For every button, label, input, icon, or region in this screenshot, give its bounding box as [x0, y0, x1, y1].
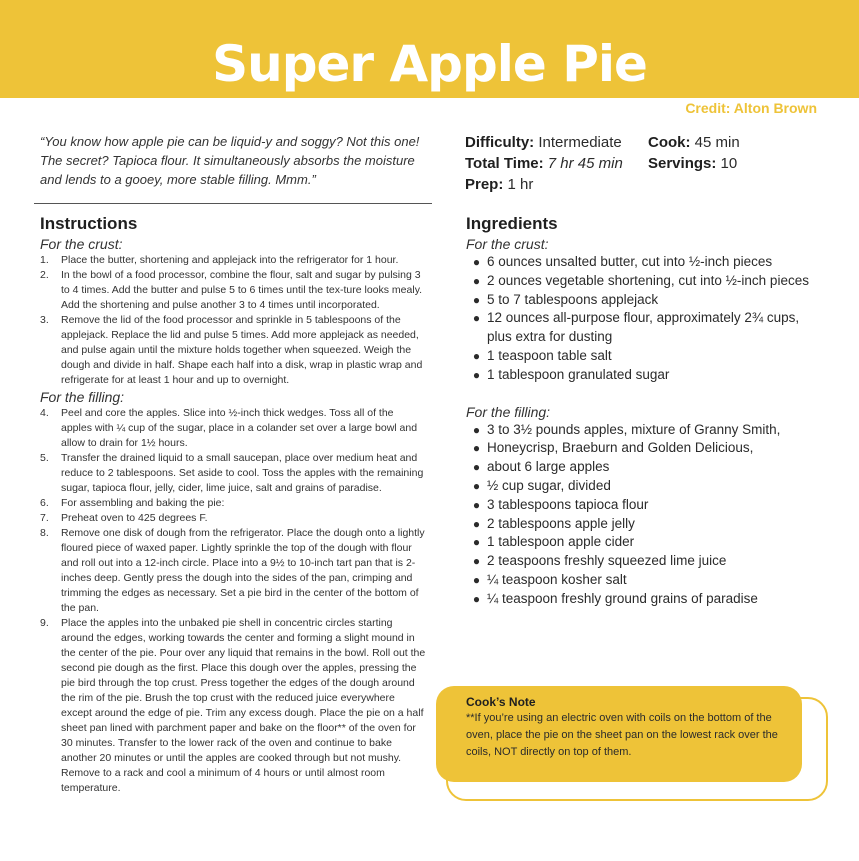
bullet-icon: ● [472, 441, 481, 456]
recipe-meta [465, 132, 825, 195]
list-item [466, 533, 826, 552]
ingredient-text: 1 tablespoon apple cider [487, 534, 635, 550]
page-title: Super Apple Pie [212, 35, 647, 93]
step-number: 3. [40, 314, 49, 326]
list-item [466, 552, 826, 571]
step-number: 2. [40, 269, 49, 281]
ingredient-text: 2 ounces vegetable shortening, cut into ½-inch pieces [487, 272, 809, 288]
bullet-icon: ● [472, 292, 481, 307]
bullet-icon: ● [472, 255, 481, 269]
step-item [40, 526, 426, 616]
step-item [40, 511, 426, 526]
step-number: 9. [40, 617, 49, 629]
ingredient-text: about 6 large apples [487, 459, 610, 475]
prep-value: 1 hr [507, 176, 534, 193]
divider [34, 203, 432, 204]
bullet-icon: ● [472, 516, 481, 531]
bullet-icon: ● [472, 554, 481, 569]
ingredient-text: Honeycrisp, Braeburn and Golden Delicious, [487, 440, 754, 456]
ingredient-text: ¼ teaspoon freshly ground grains of paradise [487, 590, 758, 606]
step-text: Remove the lid of the food processor and sprinkle in 5 tablespoons of the applejack. Replace the lid and pulse 5 times. Add more applejack as needed, and pulse again until the mixture holds together when squeezed. Weigh the dough and divide in half. Shape each half into a disk, wrap in plastic wrap and refrigerate for at least 1 hour and up to overnight. [61, 314, 423, 386]
filling-steps [40, 406, 426, 796]
cook-value: 45 min [694, 134, 740, 151]
list-item [466, 477, 826, 496]
bullet-icon: ● [472, 591, 481, 606]
bullet-icon: ● [472, 367, 481, 382]
list-item [466, 458, 826, 477]
ingredient-text: 1 teaspoon table salt [487, 347, 612, 363]
list-item [466, 496, 826, 515]
step-text: Preheat oven to 425 degrees F. [61, 512, 208, 524]
filling-subheading: For the filling: [40, 389, 125, 405]
bullet-icon: ● [472, 422, 481, 437]
step-item [40, 451, 426, 496]
step-text: Place the butter, shortening and applejack into the refrigerator for 1 hour. [61, 254, 399, 266]
step-number: 5. [40, 452, 49, 464]
bullet-icon: ● [472, 478, 481, 493]
step-item [40, 268, 426, 313]
step-item [40, 496, 426, 511]
ingredient-text: 6 ounces unsalted butter, cut into ½-inch pieces [487, 254, 773, 269]
ingredient-text: ½ cup sugar, divided [487, 477, 611, 493]
cook-label: Cook: [648, 134, 691, 151]
prep-label: Prep: [465, 176, 504, 193]
filling-ingredients-subheading: For the filling: [466, 403, 551, 420]
ingredient-text: 5 to 7 tablespoons applejack [487, 291, 659, 307]
step-item [40, 406, 426, 451]
difficulty-label: Difficulty: [465, 134, 535, 151]
bullet-icon: ● [472, 572, 481, 587]
ingredient-text: 3 tablespoons tapioca flour [487, 496, 649, 512]
crust-subheading: For the crust: [40, 236, 123, 252]
list-item [466, 590, 826, 609]
list-item [466, 421, 826, 440]
instructions-heading: Instructions [40, 214, 138, 233]
crust-ingredients-list [466, 253, 826, 385]
servings-value: 10 [720, 155, 738, 172]
step-item [40, 253, 426, 268]
bullet-icon: ● [472, 535, 481, 550]
list-item [466, 309, 826, 347]
bullet-icon: ● [472, 497, 481, 512]
step-text: For assembling and baking the pie: [61, 497, 225, 509]
ingredients-heading: Ingredients [466, 214, 558, 233]
step-text: Place the apples into the unbaked pie shell in concentric circles starting around the edges, working towards the center and forming a slight mound in the center of the pie. Pour over any liquid that remains in the bowl. Roll out the second pie dough as the first. Place this dough over the apples, pressing the pie bird through the top crust. Press together the edges of the dough around the rim of the pie. Brush the top crust with the reduced juice everywhere except around the edge of pie. Trim any excess dough. Place the pie on a half sheet pan lined with parchment paper and bake on the floor** of the oven for 30 minutes. Transfer to the lower rack of the oven and continue to bake another 20 minutes or until the apples are cooked through but not mushy. Remove to a rack and cool a minimum of 4 hours or until almost room temperature. [61, 617, 426, 794]
step-text: Transfer the drained liquid to a small saucepan, place over medium heat and reduce to 2 tablespoons. Set aside to cool. Toss the apples with the remaining sugar, tapioca flour, jelly, cider, lime juice, salt and grains of paradise. [61, 452, 424, 494]
step-number: 8. [40, 527, 49, 539]
ingredient-text: 3 to 3½ pounds apples, mixture of Granny Smith, [487, 421, 781, 437]
servings-label: Servings: [648, 155, 717, 172]
filling-ingredients-list [466, 421, 826, 609]
step-number: 1. [40, 254, 49, 266]
ingredient-text: 2 teaspoons freshly squeezed lime juice [487, 553, 727, 569]
step-number: 4. [40, 407, 49, 419]
step-text: Peel and core the apples. Slice into ½-inch thick wedges. Toss all of the apples with ¼ cup of the sugar, place in a colander set over a large bowl and allow to drain for 1½ hours. [61, 407, 418, 449]
intro-quote: “You know how apple pie can be liquid-y and soggy? Not this one! The secret? Tapioca flour. It simultaneously absorbs the moisture and lends to a gooey, more stable filling. Mmm.” [40, 134, 420, 187]
total-time-label: Total Time: [465, 155, 544, 172]
step-item [40, 313, 426, 388]
step-number: 6. [40, 497, 49, 509]
ingredient-text: 2 tablespoons apple jelly [487, 515, 635, 531]
list-item [466, 347, 826, 366]
crust-ingredients-subheading: For the crust: [466, 236, 549, 252]
ingredient-text: 1 tablespoon granulated sugar [487, 366, 670, 382]
ingredient-text: ¼ teaspoon kosher salt [487, 571, 627, 587]
bullet-icon: ● [472, 348, 481, 363]
list-item [466, 571, 826, 590]
bullet-icon: ● [472, 460, 481, 475]
list-item [466, 291, 826, 310]
total-time-value: 7 hr 45 min [547, 155, 623, 172]
cooks-note-box [436, 686, 802, 782]
step-text: In the bowl of a food processor, combine the flour, salt and sugar by pulsing 3 to 4 times. Add the butter and pulse 5 to 6 times until the tex-ture looks mealy. Add the shortening and pulse another 3 to 4 times until incorporated. [61, 269, 423, 311]
difficulty-value: Intermediate [538, 134, 622, 151]
cooks-note-title: Cook’s Note [466, 695, 536, 709]
crust-steps [40, 253, 426, 388]
cooks-note-text: **If you’re using an electric oven with coils on the bottom of the oven, place the pie on the sheet pan on the lowest rack over the coils, NOT directly on top of them. [466, 712, 778, 758]
bullet-icon: ● [472, 273, 481, 288]
ingredients-section [466, 213, 826, 609]
credit-line: Credit: Alton Brown [685, 100, 817, 116]
instructions-section [40, 213, 426, 796]
step-number: 7. [40, 512, 49, 524]
list-item [466, 366, 826, 385]
list-item [466, 253, 826, 272]
step-item [40, 616, 426, 796]
bullet-icon: ● [472, 311, 481, 326]
step-text: Remove one disk of dough from the refrigerator. Place the dough onto a lightly floured piece of waxed paper. Lightly sprinkle the top of the dough with flour and roll out into a 12-inch circle. Place into a 9½ to 10-inch tart pan that is 2-inches deep. Gently press the dough into the sides of the pan, crimping and trimming the edges as necessary. Set a pie bird in the center of the bottom of the pan. [61, 527, 425, 614]
list-item [466, 439, 826, 458]
ingredient-text: 12 ounces all-purpose flour, approximately 2¾ cups, plus extra for dusting [487, 310, 800, 345]
list-item [466, 272, 826, 291]
list-item [466, 515, 826, 534]
